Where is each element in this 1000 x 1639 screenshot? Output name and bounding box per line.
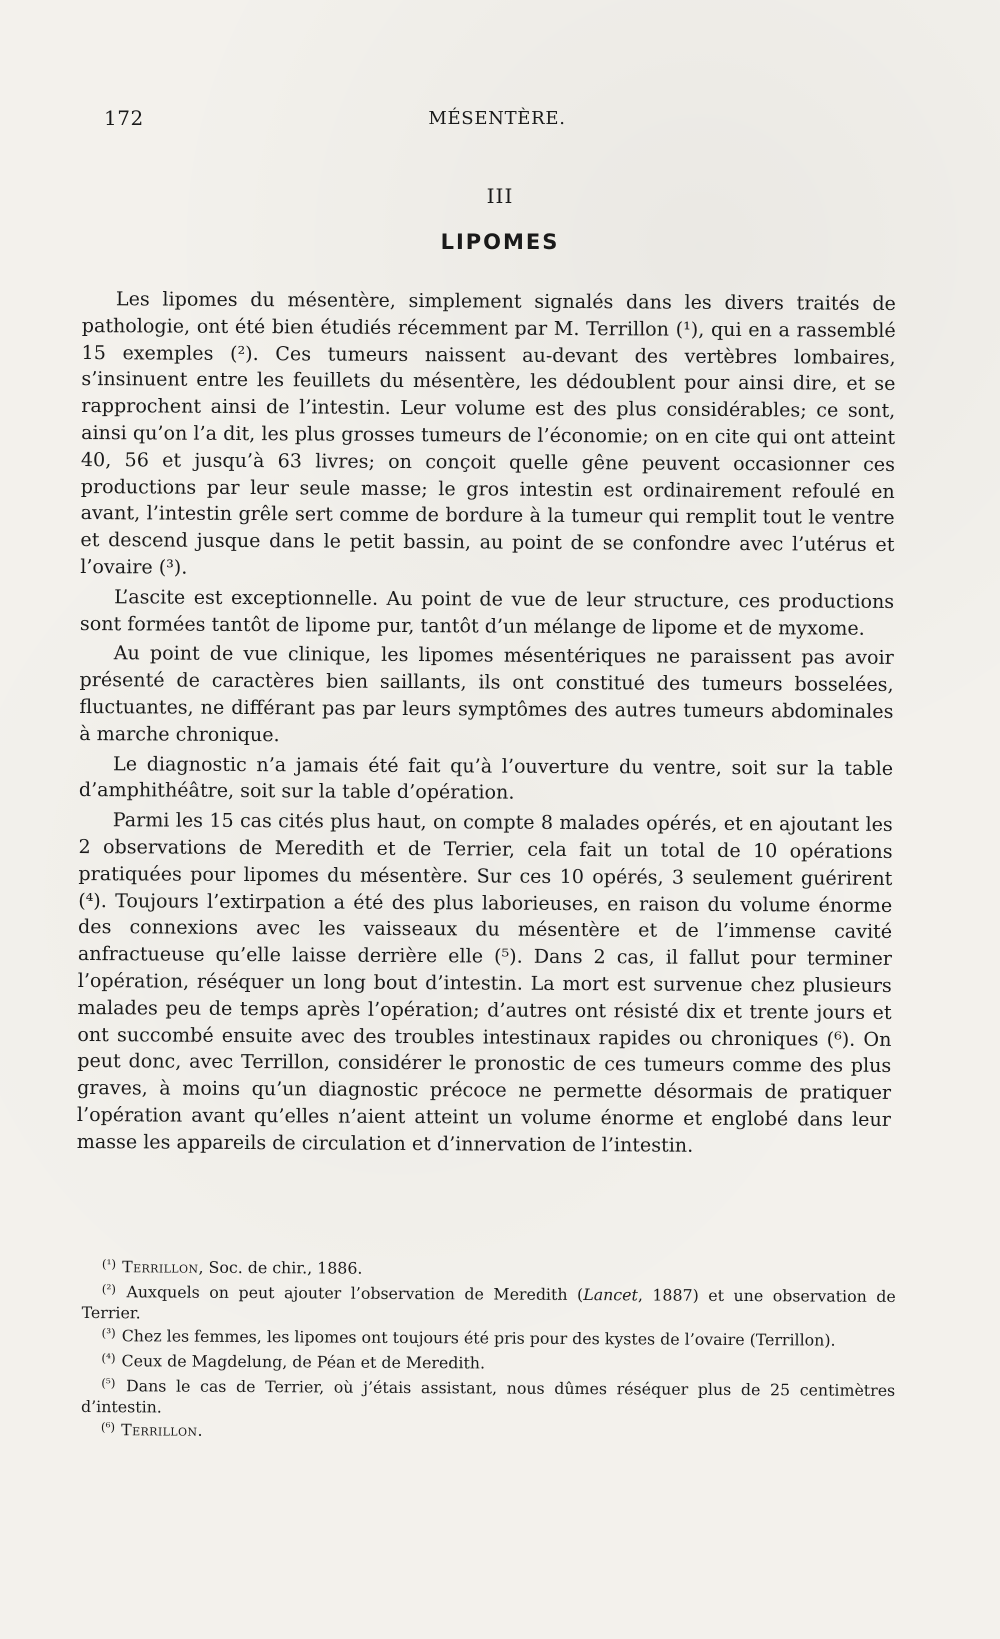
footnote-1 xyxy=(82,1257,896,1283)
footnote-text: Chez les femmes, les lipomes ont toujours été pris pour des kystes de l’ovaire (Terrillon). xyxy=(121,1326,836,1350)
paragraph-ascite: L’ascite est exceptionnelle. Au point de vue de leur structure, ces productions sont formées tantôt de lipome pur, tantôt d’un mélange de lipome et de myxome. xyxy=(79,584,895,640)
footnote-text: , Soc. de chir., 1886. xyxy=(198,1257,363,1278)
section-number: III xyxy=(486,184,514,208)
paragraph-diagnostic: Le diagnostic n’a jamais été fait qu’à l’ouverture du ventre, soit sur la table d’amphithéâtre, soit sur la table d’opération. xyxy=(78,751,894,804)
footnote-author: Terrillon xyxy=(121,1420,198,1440)
main-text xyxy=(77,286,896,1160)
footnote-marker: (³) xyxy=(101,1326,116,1341)
footnote-text: . xyxy=(197,1420,203,1440)
paragraph-clinique: Au point de vue clinique, les lipomes mésentériques ne paraissent pas avoir présenté de caractères bien saillants, ils ont constitué des tumeurs bosselées, fluctuantes, ne différant pas par leurs symptômes des autres tumeurs abdominales à marche chronique. xyxy=(79,641,894,746)
footnote-marker: (⁶) xyxy=(100,1420,116,1435)
paragraph-operations: Parmi les 15 cas cités plus haut, on compte 8 malades opérés, et en ajoutant les 2 observations de Meredith et de Terrier, cela fait un total de 10 opérations pratiquées pour lipomes du mésentère. Sur ces 10 opérés, 3 seulement guérirent (⁴). Toujours l’extirpation a été des plus laborieuses, en raison du volume énorme des connexions avec les vaisseaux du mésentère et de l’immense cavité anfractueuse qu’elle laisse derrière elle (⁵). Dans 2 cas, il fallut pour terminer l’opération, réséquer un long bout d’intestin. La mort est survenue chez plusieurs malades peu de temps après l’opération; d’autres ont résisté dix et trente jours et ont succombé ensuite avec des troubles intestinaux rapides ou chroniques (⁶). On peut donc, avec Terrillon, considérer le pronostic de ces tumeurs comme des plus graves, à moins qu’un diagnostic précoce ne permette désormais de pratiquer l’opération avant qu’elles n’aient atteint un volume énorme et englobé dans leur masse les appareils de circulation et d’innervation de l’intestin. xyxy=(76,808,893,1157)
footnote-marker: (⁵) xyxy=(101,1376,116,1391)
footnote-text: , 1887) et une observation de Terrier. xyxy=(81,1285,896,1323)
running-title: MÉSENTÈRE. xyxy=(428,108,566,129)
footnote-text: Auxquels on peut ajouter l’observation de Meredith ( xyxy=(126,1282,584,1305)
footnote-citation: Lancet xyxy=(583,1285,638,1305)
footnote-marker: (¹) xyxy=(101,1257,117,1272)
page-number: 172 xyxy=(104,106,144,130)
footnote-marker: (²) xyxy=(101,1282,117,1297)
footnote-marker: (⁴) xyxy=(101,1351,116,1366)
footnote-author: Terrillon xyxy=(122,1257,199,1277)
section-title: LIPOMES xyxy=(440,230,560,254)
footnote-text: Ceux de Magdelung, de Péan et de Meredith. xyxy=(121,1351,486,1373)
footnotes xyxy=(81,1257,896,1450)
footnote-5 xyxy=(81,1376,895,1421)
footnote-3 xyxy=(81,1326,895,1352)
footnote-4 xyxy=(81,1351,895,1377)
footnote-text: Dans le cas de Terrier, où j’étais assistant, nous dûmes réséquer plus de 25 centimètres d’intestin. xyxy=(81,1376,896,1417)
page-header xyxy=(104,106,890,136)
paragraph-lipomes-intro: Les lipomes du mésentère, simplement signalés dans les divers traités de pathologie, ont été bien étudiés récemment par M. Terrillon (¹), qui en a rassemblé 15 exemples (²). Ces tumeurs naissent au-devant des vertèbres lombaires, s’insinuent entre les feuillets du mésentère, les dédoublent pour ainsi dire, et se rapprochent ainsi de l’intestin. Leur volume est des plus considérables; ce sont, ainsi qu’on l’a dit, les plus grosses tumeurs de l’économie; on en cite qui ont atteint 40, 56 et jusqu’à 63 livres; on conçoit quelle gêne peuvent occasionner ces productions par leur seule masse; le gros intestin est ordinairement refoulé en avant, l’intestin grêle sert comme de bordure à la tumeur qui remplit tout le ventre et descend jusque dans le petit bassin, au point de se confondre avec l’utérus et l’ovaire (³). xyxy=(80,287,896,579)
footnote-6 xyxy=(81,1420,895,1446)
footnote-2 xyxy=(82,1282,896,1327)
